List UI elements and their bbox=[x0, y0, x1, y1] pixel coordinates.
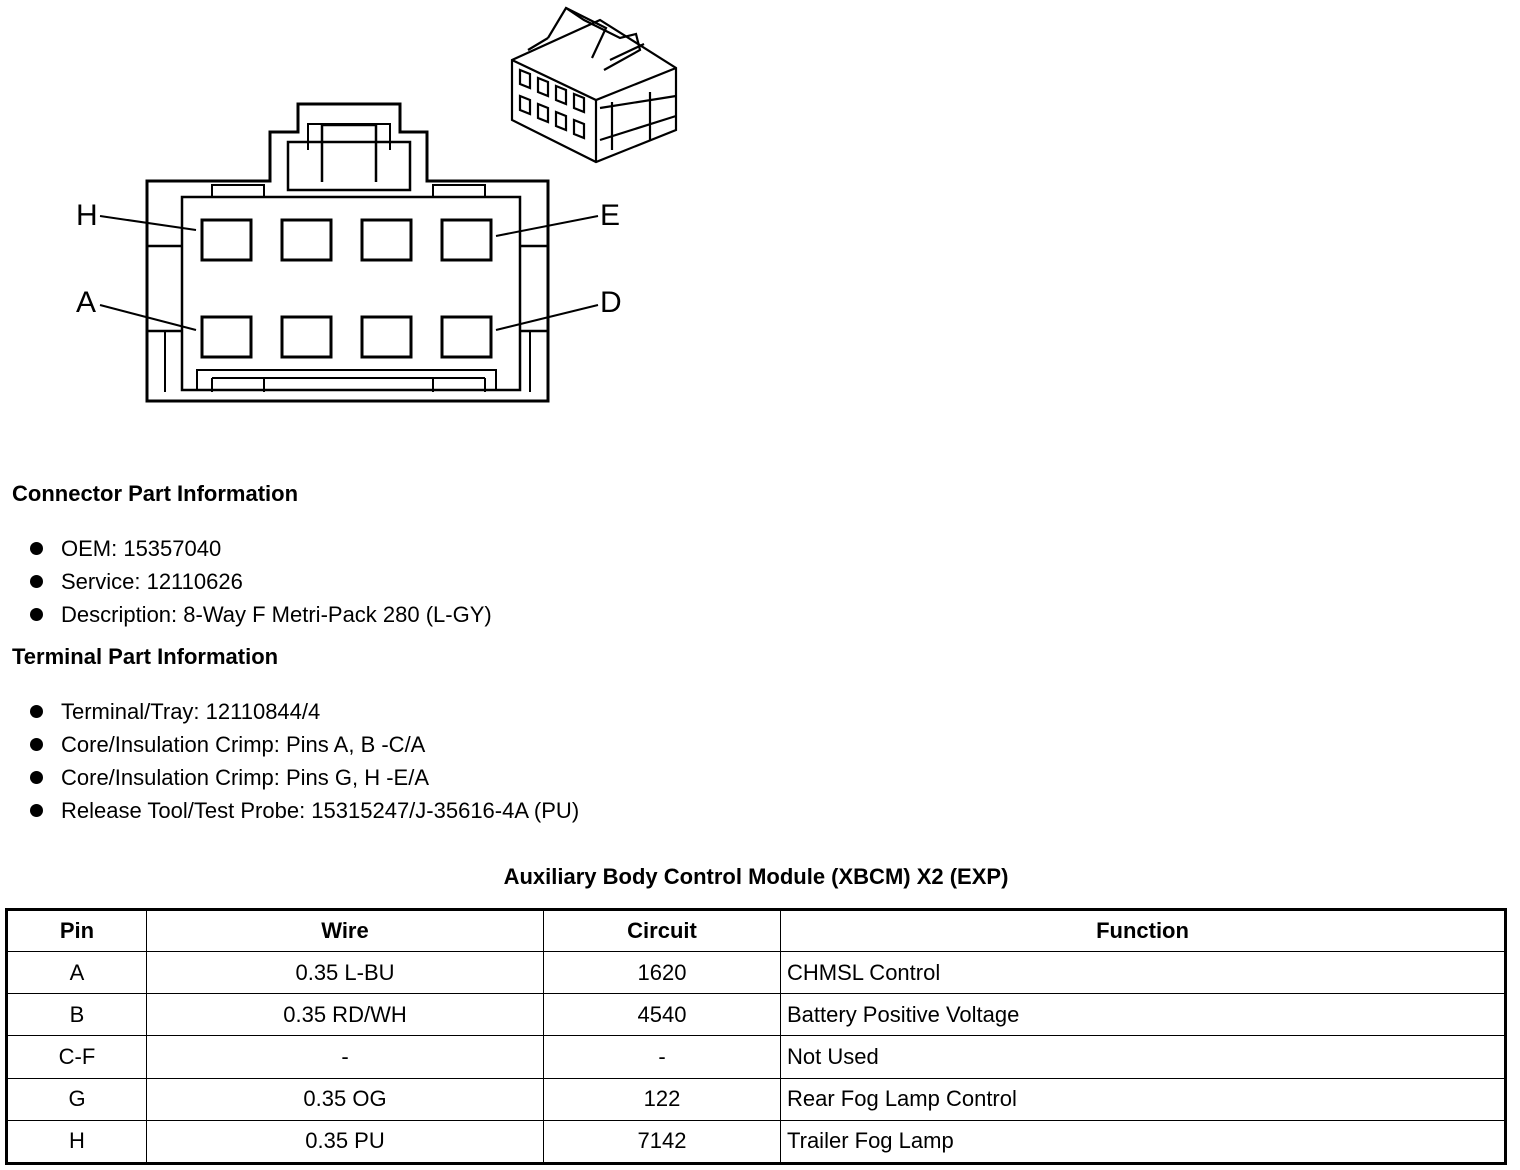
cell-function: Battery Positive Voltage bbox=[781, 994, 1506, 1036]
cell-pin: A bbox=[7, 952, 147, 994]
pin-label-h: H bbox=[76, 199, 98, 232]
cell-pin: B bbox=[7, 994, 147, 1036]
cell-circuit: 7142 bbox=[544, 1120, 781, 1163]
bullet-icon bbox=[30, 705, 43, 718]
column-header-wire: Wire bbox=[147, 910, 544, 952]
list-item: Terminal/Tray: 12110844/4 bbox=[30, 695, 579, 728]
pin-label-a: A bbox=[76, 286, 97, 319]
list-item: Service: 12110626 bbox=[30, 565, 492, 598]
cavity-c bbox=[362, 317, 411, 357]
cell-pin: H bbox=[7, 1120, 147, 1163]
leader-lines bbox=[100, 216, 598, 330]
terminal-info-list bbox=[30, 695, 579, 827]
cell-pin: C-F bbox=[7, 1036, 147, 1078]
bullet-icon bbox=[30, 542, 43, 555]
pin-label-e: E bbox=[600, 199, 621, 232]
cavity-e bbox=[442, 220, 491, 260]
cell-function: Not Used bbox=[781, 1036, 1506, 1078]
table-row bbox=[7, 952, 1506, 994]
connector-diagram bbox=[0, 0, 700, 420]
cavity-g bbox=[282, 220, 331, 260]
cavity-d bbox=[442, 317, 491, 357]
cell-function: Rear Fog Lamp Control bbox=[781, 1078, 1506, 1120]
bullet-icon bbox=[30, 804, 43, 817]
cell-circuit: 1620 bbox=[544, 952, 781, 994]
list-item: Core/Insulation Crimp: Pins G, H -E/A bbox=[30, 761, 579, 794]
column-header-function: Function bbox=[781, 910, 1506, 952]
cell-wire: 0.35 PU bbox=[147, 1120, 544, 1163]
cell-wire: 0.35 OG bbox=[147, 1078, 544, 1120]
cell-wire: 0.35 L-BU bbox=[147, 952, 544, 994]
connector-info-list bbox=[30, 532, 492, 631]
cell-function: CHMSL Control bbox=[781, 952, 1506, 994]
bullet-icon bbox=[30, 738, 43, 751]
pinout-table bbox=[5, 908, 1507, 1165]
table-row bbox=[7, 1078, 1506, 1120]
cell-pin: G bbox=[7, 1078, 147, 1120]
cell-function: Trailer Fog Lamp bbox=[781, 1120, 1506, 1163]
column-header-circuit: Circuit bbox=[544, 910, 781, 952]
table-title: Auxiliary Body Control Module (XBCM) X2 (EXP) bbox=[503, 864, 1009, 889]
cavity-b bbox=[282, 317, 331, 357]
table-row bbox=[7, 994, 1506, 1036]
cavity-a bbox=[202, 317, 251, 357]
table-row bbox=[7, 1036, 1506, 1078]
connector-isometric-icon bbox=[512, 8, 676, 162]
connector-face bbox=[147, 104, 548, 401]
cavity-f bbox=[362, 220, 411, 260]
bullet-icon bbox=[30, 608, 43, 621]
pin-label-d: D bbox=[600, 286, 622, 319]
terminal-info-heading: Terminal Part Information bbox=[12, 644, 279, 669]
cell-circuit: - bbox=[544, 1036, 781, 1078]
list-item: OEM: 15357040 bbox=[30, 532, 492, 565]
bullet-icon bbox=[30, 575, 43, 588]
list-item: Release Tool/Test Probe: 15315247/J-35616-4A (PU) bbox=[30, 794, 579, 827]
cell-wire: - bbox=[147, 1036, 544, 1078]
bullet-icon bbox=[30, 771, 43, 784]
list-item: Core/Insulation Crimp: Pins A, B -C/A bbox=[30, 728, 579, 761]
cell-wire: 0.35 RD/WH bbox=[147, 994, 544, 1036]
cell-circuit: 122 bbox=[544, 1078, 781, 1120]
cell-circuit: 4540 bbox=[544, 994, 781, 1036]
table-row bbox=[7, 1120, 1506, 1163]
connector-info-heading: Connector Part Information bbox=[12, 481, 299, 506]
list-item: Description: 8-Way F Metri-Pack 280 (L-GY) bbox=[30, 598, 492, 631]
column-header-pin: Pin bbox=[7, 910, 147, 952]
table-header-row bbox=[7, 910, 1506, 952]
cavity-h bbox=[202, 220, 251, 260]
